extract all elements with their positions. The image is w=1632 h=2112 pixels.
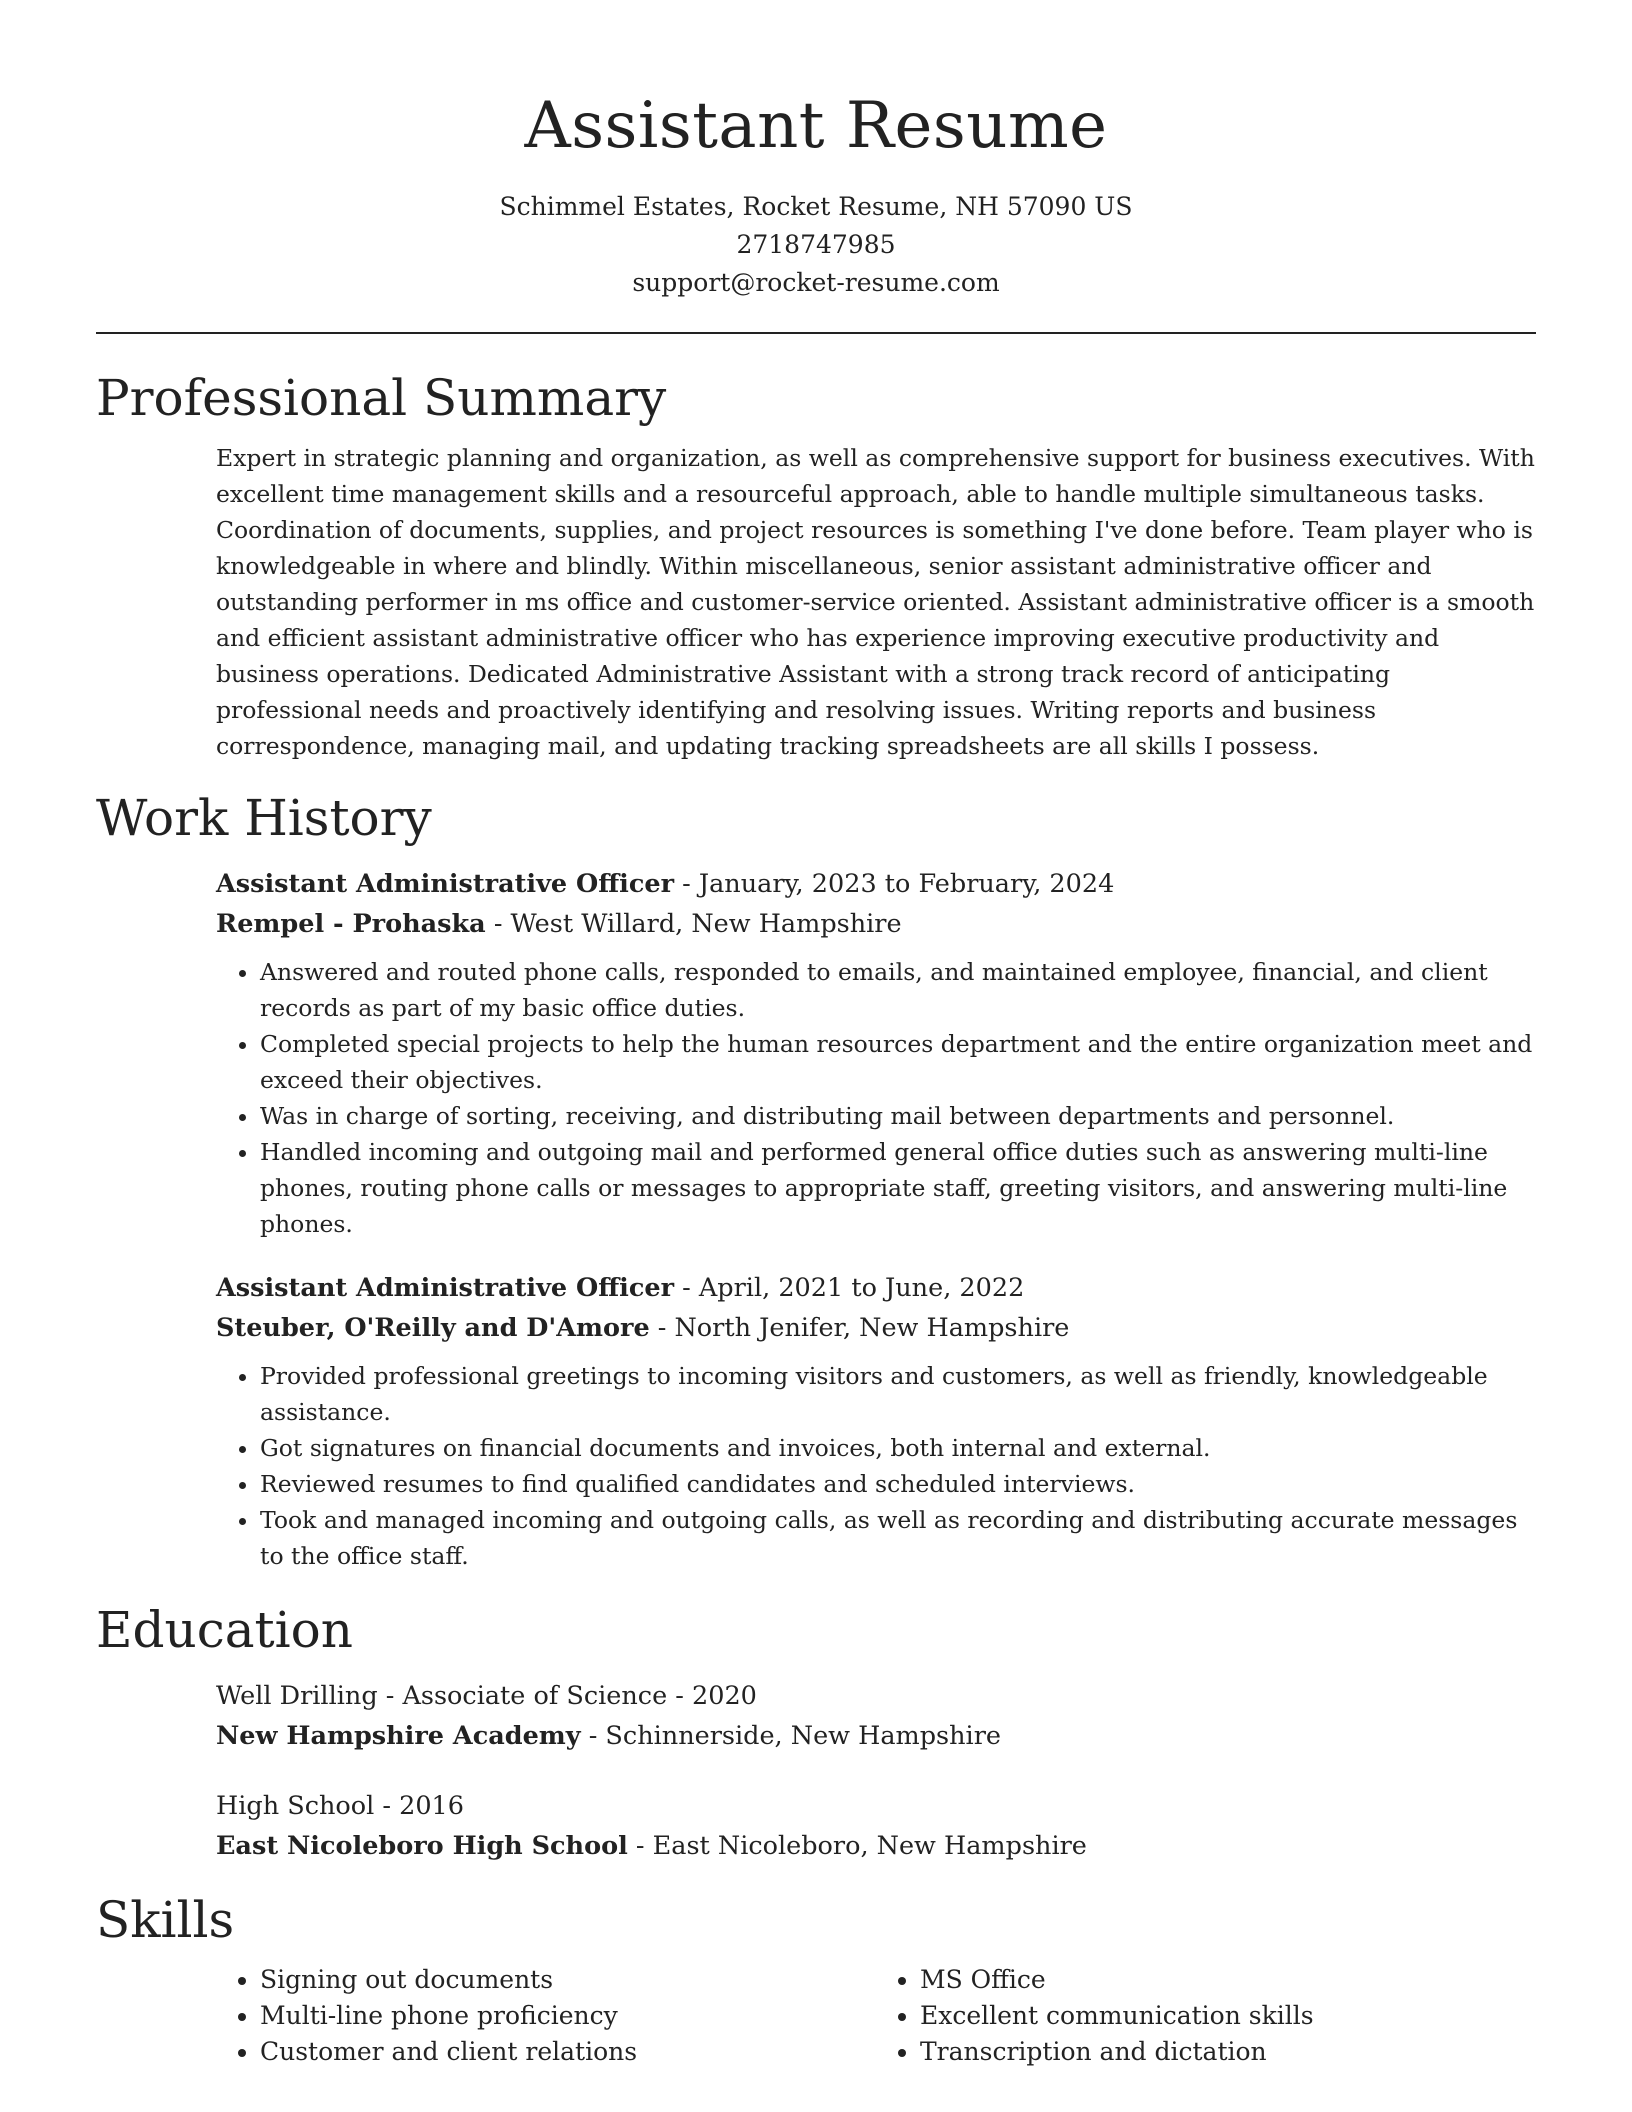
- job-bullets: [216, 1358, 1536, 1574]
- education-school: New Hampshire Academy: [216, 1721, 581, 1751]
- job-entry: [216, 1268, 1536, 1574]
- job-bullet: • Handled incoming and outgoing mail and performed general office duties such as answering multi-line phones, routing phone calls or messages to appropriate staff, greeting visitors, and answering multi-line phones.: [260, 1134, 1536, 1242]
- contact-info: [96, 188, 1536, 302]
- education-entry: [216, 1786, 1536, 1866]
- summary-text: Expert in strategic planning and organization, as well as comprehensive support for business executives. With excellent time management skills and a resourceful approach, able to handle multiple simultaneous tasks. Coordination of documents, supplies, and project resources is something I've done before. Team player who is knowledgeable in where and blindly. Within miscellaneous, senior assistant administrative officer and outstanding performer in ms office and customer-service oriented. Assistant administrative officer is a smooth and efficient assistant administrative officer who has experience improving executive productivity and business operations. Dedicated Administrative Assistant with a strong track record of anticipating professional needs and proactively identifying and resolving issues. Writing reports and business correspondence, managing mail, and updating tracking spreadsheets are all skills I possess.: [216, 444, 1535, 760]
- job-bullet: • Answered and routed phone calls, responded to emails, and maintained employee, financial, and client records as part of my basic office duties.: [260, 954, 1536, 1026]
- skill-item: • Multi-line phone proficiency: [260, 1998, 876, 2034]
- job-bullet: • Took and managed incoming and outgoing calls, as well as recording and distributing accurate messages to the office staff.: [260, 1502, 1536, 1574]
- skills-section: [96, 1888, 1536, 2070]
- job-company-line: [216, 1308, 1536, 1348]
- education-entry: [216, 1676, 1536, 1756]
- skill-item: • MS Office: [920, 1962, 1536, 1998]
- job-bullet: • Completed special projects to help the human resources department and the entire organization meet and exceed their objectives.: [260, 1026, 1536, 1098]
- education-school-line: [216, 1826, 1536, 1866]
- education-heading: Education: [96, 1601, 353, 1659]
- job-title-line: [216, 1268, 1536, 1308]
- education-degree: Well Drilling - Associate of Science - 2020: [216, 1681, 757, 1711]
- job-title-line: [216, 864, 1536, 904]
- job-location: - North Jenifer, New Hampshire: [649, 1313, 1070, 1343]
- education-degree: High School - 2016: [216, 1791, 465, 1821]
- skill-item: • Transcription and dictation: [920, 2034, 1536, 2070]
- education-location: - East Nicoleboro, New Hampshire: [627, 1831, 1087, 1861]
- skill-item: • Excellent communication skills: [920, 1998, 1536, 2034]
- education-school-line: [216, 1716, 1536, 1756]
- summary-section: [96, 366, 1536, 764]
- job-bullet: • Was in charge of sorting, receiving, and distributing mail between departments and personnel.: [260, 1098, 1536, 1134]
- skills-list-left: [216, 1962, 876, 2070]
- resume-title: Assistant Resume: [524, 89, 1108, 163]
- job-dates: - January, 2023 to February, 2024: [674, 869, 1115, 899]
- summary-heading: Professional Summary: [96, 369, 667, 427]
- job-company: Rempel - Prohaska: [216, 909, 486, 939]
- job-bullets: [216, 954, 1536, 1242]
- contact-phone: 2718747985: [736, 230, 896, 259]
- skill-item: • Signing out documents: [260, 1962, 876, 1998]
- job-bullet: • Reviewed resumes to find qualified candidates and scheduled interviews.: [260, 1466, 1536, 1502]
- job-company-line: [216, 904, 1536, 944]
- resume-header: [96, 0, 1536, 302]
- skill-item: • Customer and client relations: [260, 2034, 876, 2070]
- job-dates: - April, 2021 to June, 2022: [674, 1273, 1025, 1303]
- education-school: East Nicoleboro High School: [216, 1831, 628, 1861]
- contact-address: Schimmel Estates, Rocket Resume, NH 57090 US: [499, 192, 1133, 221]
- job-company: Steuber, O'Reilly and D'Amore: [216, 1313, 650, 1343]
- skills-heading: Skills: [96, 1891, 235, 1949]
- work-history-section: [96, 786, 1536, 1574]
- education-location: - Schinnerside, New Hampshire: [580, 1721, 1001, 1751]
- skills-list-right: [876, 1962, 1536, 2070]
- contact-email: support@rocket-resume.com: [632, 268, 1000, 297]
- job-role: Assistant Administrative Officer: [216, 1273, 675, 1303]
- job-bullet: • Provided professional greetings to incoming visitors and customers, as well as friendly, knowledgeable assistance.: [260, 1358, 1536, 1430]
- education-section: [96, 1598, 1536, 1866]
- work-history-heading: Work History: [96, 789, 432, 847]
- job-location: - West Willard, New Hampshire: [485, 909, 902, 939]
- job-entry: [216, 864, 1536, 1242]
- job-bullet: • Got signatures on financial documents and invoices, both internal and external.: [260, 1430, 1536, 1466]
- header-divider: [96, 332, 1536, 334]
- job-role: Assistant Administrative Officer: [216, 869, 675, 899]
- skills-grid: [216, 1962, 1536, 2070]
